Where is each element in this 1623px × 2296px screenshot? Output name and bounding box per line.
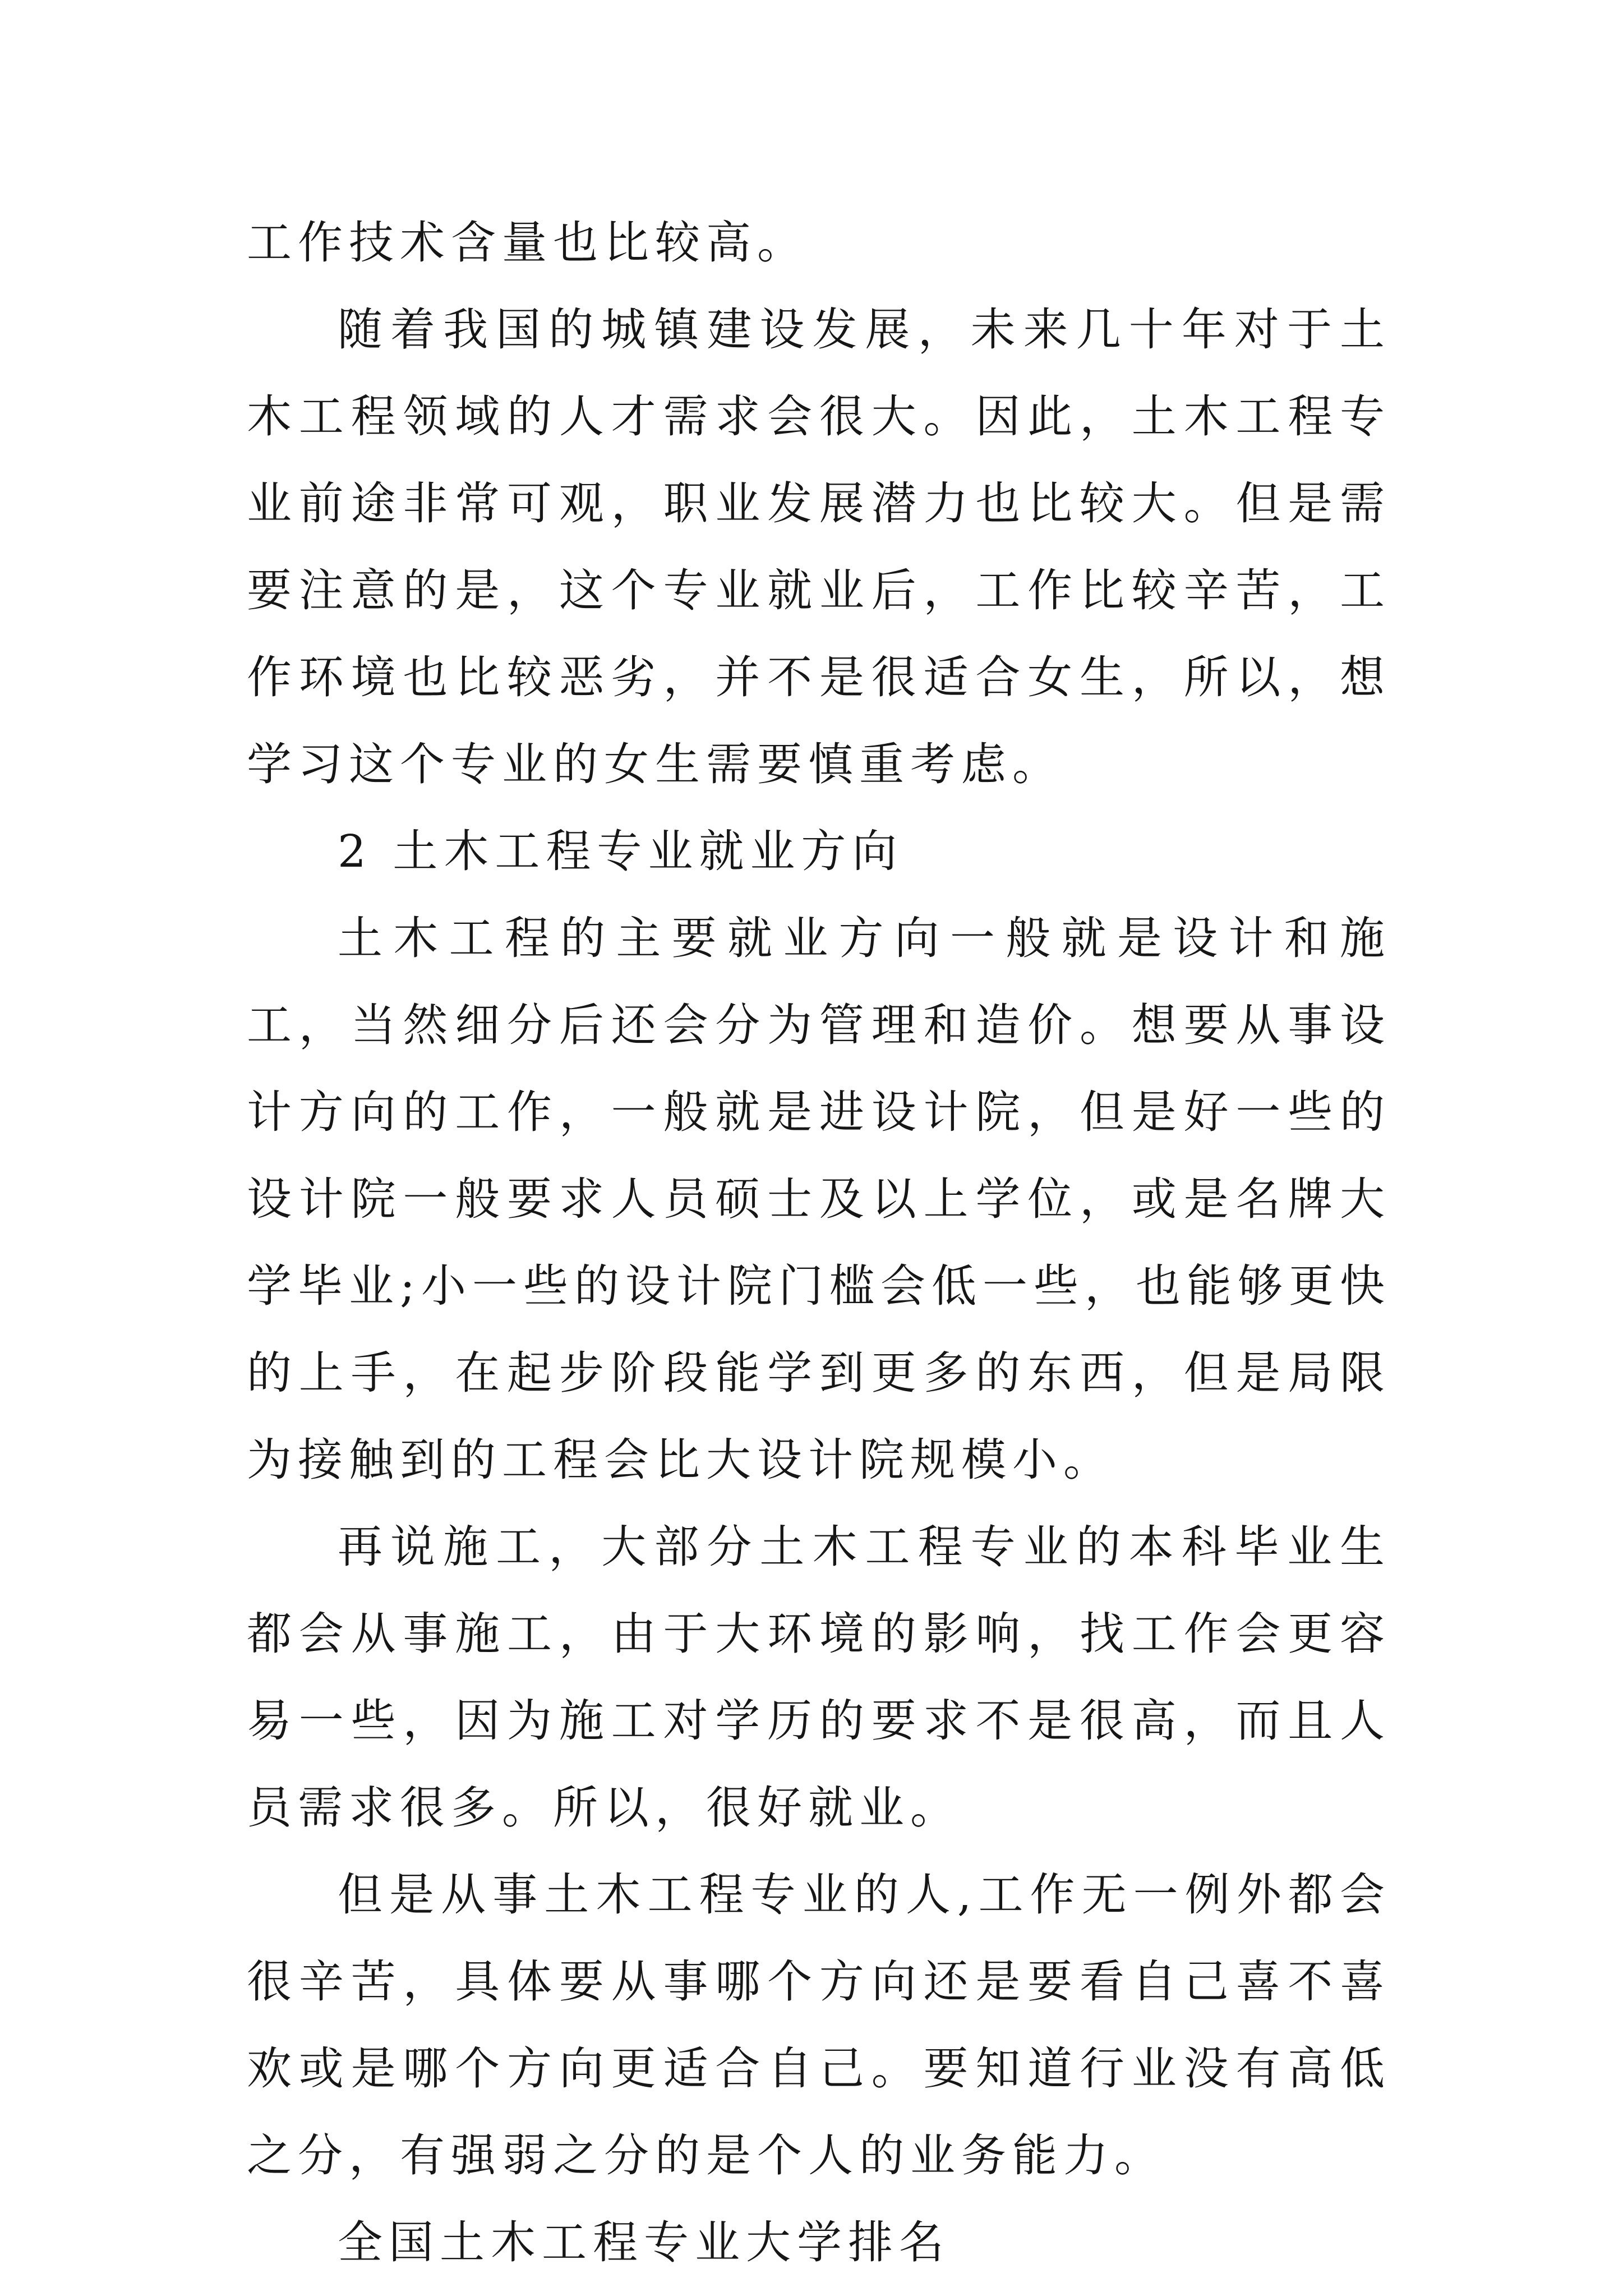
paragraph-career-choice: 但是从事土木工程专业的人,工作无一例外都会很辛苦，具体要从事哪个方向还是要看自己喜不喜欢或是哪个方向更适合自己。要知道行业没有高低之分，有强弱之分的是个人的业务能力。 (247, 1869, 1391, 2182)
paragraph-urban-construction: 随着我国的城镇建设发展，未来几十年对于土木工程领域的人才需求会很大。因此，土木工程专业前途非常可观，职业发展潜力也比较大。但是需要注意的是，这个专业就业后，工作比较辛苦，工作环境也比较恶劣，并不是很适合女生，所以，想学习这个专业的女生需要慎重考虑。 (247, 303, 1391, 790)
document-body (247, 199, 1391, 2286)
section-heading-employment-direction: 2 土木工程专业就业方向 (338, 825, 903, 877)
paragraph-design-and-construction: 土木工程的主要就业方向一般就是设计和施工，当然细分后还会分为管理和造价。想要从事设计方向的工作，一般就是进设计院，但是好一些的设计院一般要求人员硕士及以上学位，或是名牌大学毕业;小一些的设计院门槛会低一些，也能够更快的上手，在起步阶段能学到更多的东西，但是局限为接触到的工程会比大设计院规模小。 (247, 912, 1391, 1486)
paragraph-continuation: 工作技术含量也比较高。 (247, 217, 808, 269)
paragraph-construction-work: 再说施工，大部分土木工程专业的本科毕业生都会从事施工，由于大环境的影响，找工作会更容易一些，因为施工对学历的要求不是很高，而且人员需求很多。所以，很好就业。 (247, 1521, 1391, 1834)
paragraph-university-ranking: 全国土木工程专业大学排名 (338, 2216, 950, 2269)
